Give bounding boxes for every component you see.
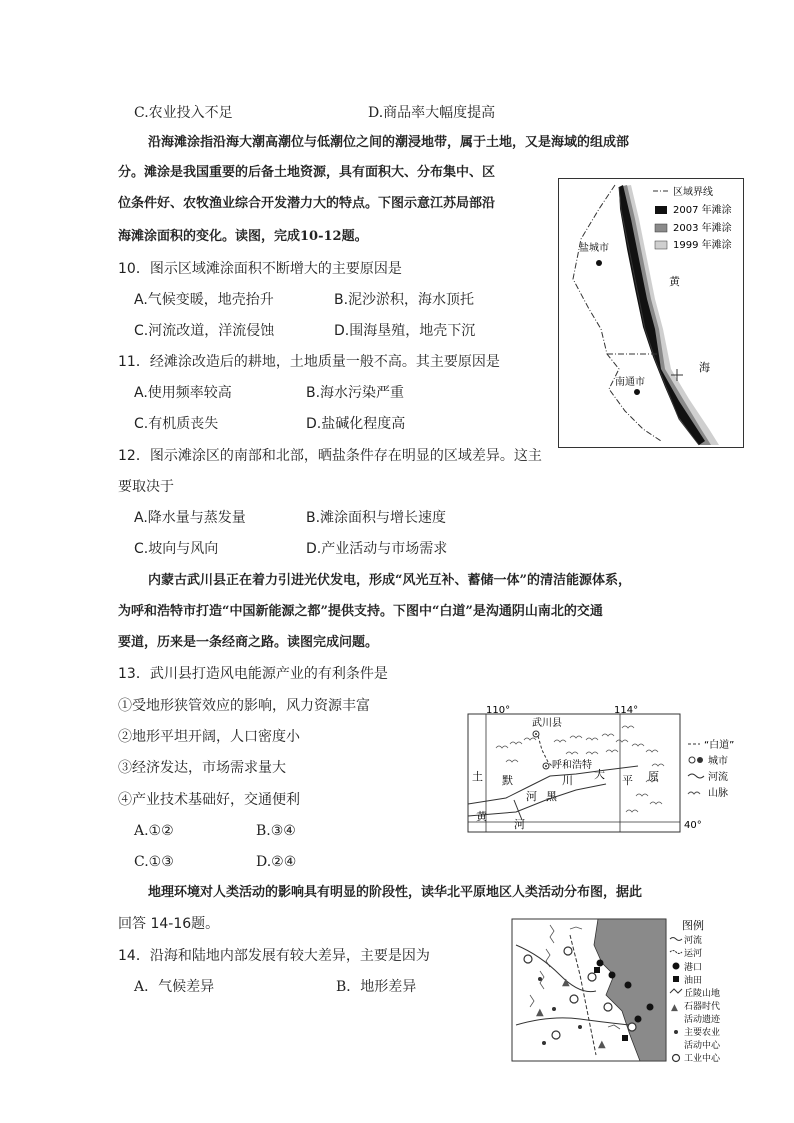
longitude-110: 110°	[486, 705, 511, 716]
passage1-line2: 分。滩涂是我国重要的后备土地资源，具有面积大、分布集中、区	[118, 165, 496, 180]
q12-stem-line2: 要取决于	[118, 479, 174, 495]
latitude-40: 40°	[684, 820, 702, 831]
legend-river-label: 河流	[708, 772, 728, 783]
passage3-line2: 回答 14-16题。	[118, 916, 220, 932]
sea-label-huang: 黄	[669, 275, 680, 288]
q13-option-c: C.①③	[134, 854, 174, 870]
hohhot-city-label: 呼和浩特	[552, 760, 592, 771]
sea-label-hai: 海	[699, 361, 710, 374]
q12-stem-line1: 12．图示滩涂区的南部和北部，晒盐条件存在明显的区域差异。这主	[118, 448, 542, 464]
passage3-line1: 地理环境对人类活动的影响具有明显的阶段性，读华北平原地区人类活动分布图，据此	[148, 885, 643, 900]
legend-1999-label: 1999 年滩涂	[673, 240, 732, 251]
q12-option-c: C.坡向与风向	[134, 541, 219, 557]
legend-2007-swatch	[655, 206, 667, 214]
q12-option-a: A.降水量与蒸发量	[134, 510, 246, 526]
tidal-flat-map-graphic	[559, 179, 743, 447]
legend-river-symbol	[670, 938, 682, 941]
q9-option-d: D.商品率大幅度提高	[368, 105, 496, 121]
legend-2003-swatch	[655, 224, 667, 232]
legend-river-label: 河流	[684, 936, 703, 946]
legend-mountain-symbol	[688, 792, 700, 794]
legend-2003-label: 2003 年滩涂	[673, 223, 732, 234]
place-mo: 默	[502, 774, 513, 787]
place-da: 大	[594, 768, 605, 781]
legend-river-symbol	[688, 774, 704, 778]
q13-option-b: B.③④	[256, 823, 296, 839]
legend-boundary-label: 区域界线	[673, 187, 713, 198]
place-ping: 平	[622, 774, 633, 787]
q11-stem: 11．经滩涂改造后的耕地，土地质量一般不高。其主要原因是	[118, 354, 500, 370]
q11-option-a: A.使用频率较高	[134, 385, 232, 401]
q14-stem: 14．沿海和陆地内部发展有较大差异，主要是因为	[118, 948, 430, 964]
wuchuan-city-label: 武川县	[532, 718, 562, 729]
legend-2007-label: 2007 年滩涂	[673, 205, 732, 216]
legend-city-symbol	[689, 757, 695, 763]
legend-stone-age-symbol: ▲	[671, 1003, 678, 1013]
legend-activity-center-label: 活动中心	[684, 1041, 721, 1051]
q13-stem: 13．武川县打造风电能源产业的有利条件是	[118, 666, 388, 682]
legend-canal-label: 运河	[684, 949, 703, 959]
place-he1: 河	[526, 790, 537, 803]
legend-oil-label: 油田	[684, 976, 703, 986]
svg-text:▲: ▲	[536, 1007, 544, 1018]
passage2-line2: 为呼和浩特市打造“中国新能源之都”提供支持。下图中“白道”是沟通阴山南北的交通	[118, 604, 603, 619]
q13-statement-1: ①受地形狭管效应的影响，风力资源丰富	[118, 698, 370, 714]
q10-option-d: D.围海垦殖，地壳下沉	[334, 323, 476, 339]
legend-stone-age-label: 石器时代	[684, 1002, 721, 1012]
yancheng-city-dot	[596, 260, 602, 266]
nantong-city-label: 南通市	[615, 377, 645, 388]
passage2-line1: 内蒙古武川县正在着力引进光伏发电，形成“风光互补、蓄储一体”的清洁能源体系，	[148, 573, 631, 588]
svg-text:▲: ▲	[598, 1039, 606, 1050]
wuchuan-map-graphic	[466, 704, 770, 834]
legend-agriculture-label: 主要农业	[684, 1028, 721, 1038]
q10-option-c: C.河流改道，洋流侵蚀	[134, 323, 275, 339]
q13-option-a: A.①②	[134, 823, 174, 839]
q10-stem: 10．图示区域滩涂面积不断增大的主要原因是	[118, 261, 402, 277]
q11-option-c: C.有机质丧失	[134, 416, 219, 432]
q11-option-b: B.海水污染严重	[306, 385, 405, 401]
north-china-plain-map	[510, 915, 750, 1065]
svg-text:▲: ▲	[562, 977, 570, 988]
place-yuan: 原	[648, 770, 659, 783]
jiangsu-tidal-flat-map	[558, 178, 744, 448]
wuchuan-city-dot	[535, 733, 537, 735]
place-chuan: 川	[562, 774, 573, 787]
legend-hill-symbol	[670, 989, 682, 993]
map3-legend-title: 图例	[682, 919, 704, 932]
q14-option-b: B．地形差异	[336, 979, 417, 995]
legend-industrial-label: 工业中心	[684, 1054, 721, 1064]
passage1-line3: 位条件好、农牧渔业综合开发潜力大的特点。下图示意江苏局部沿	[118, 196, 496, 211]
q10-option-b: B.泥沙淤积，海水顶托	[334, 292, 475, 308]
longitude-114: 114°	[614, 705, 639, 716]
place-hei: 黑	[546, 790, 557, 803]
q13-statement-2: ②地形平坦开阔，人口密度小	[118, 729, 300, 745]
legend-agriculture-symbol	[674, 1030, 678, 1034]
q12-option-d: D.产业活动与市场需求	[306, 541, 448, 557]
legend-port-symbol	[673, 963, 680, 970]
legend-mountain-label: 山脉	[708, 788, 728, 799]
place-he2: 河	[514, 818, 525, 831]
legend-industrial-symbol	[673, 1055, 680, 1062]
legend-baidao-label: “白道”	[704, 740, 735, 751]
passage2-line3: 要道，历来是一条经商之路。读图完成问题。	[118, 635, 379, 650]
q11-option-d: D.盐碱化程度高	[306, 416, 406, 432]
q9-option-c: C.农业投入不足	[134, 105, 233, 121]
legend-port-label: 港口	[684, 963, 703, 973]
legend-remains-label: 活动遗迹	[684, 1015, 721, 1025]
legend-city-label: 城市	[708, 756, 728, 767]
wuchuan-map	[466, 704, 770, 834]
passage1-line4: 海滩涂面积的变化。读图，完成10-12题。	[118, 229, 368, 244]
q12-option-b: B.滩涂面积与增长速度	[306, 510, 447, 526]
place-huang: 黄	[476, 810, 487, 823]
legend-city-symbol-2	[697, 757, 703, 763]
q13-statement-4: ④产业技术基础好，交通便利	[118, 792, 300, 808]
q13-statement-3: ③经济发达，市场需求量大	[118, 760, 286, 776]
north-china-map-graphic	[510, 915, 750, 1065]
legend-canal-symbol	[670, 951, 682, 954]
nantong-city-dot	[634, 389, 640, 395]
legend-hill-label: 丘陵山地	[684, 989, 721, 999]
place-tu: 土	[472, 770, 483, 783]
q14-option-a: A．气候差异	[134, 979, 215, 995]
q10-option-a: A.气候变暖，地壳抬升	[134, 292, 274, 308]
legend-oil-symbol	[673, 976, 679, 982]
passage1-line1: 沿海滩涂指沿海大潮高潮位与低潮位之间的潮浸地带，属于土地，又是海域的组成部	[148, 135, 630, 150]
legend-1999-swatch	[655, 241, 667, 249]
hohhot-city-dot	[545, 765, 547, 767]
q13-option-d: D.②④	[256, 854, 297, 870]
yancheng-city-label: 盐城市	[579, 243, 609, 254]
